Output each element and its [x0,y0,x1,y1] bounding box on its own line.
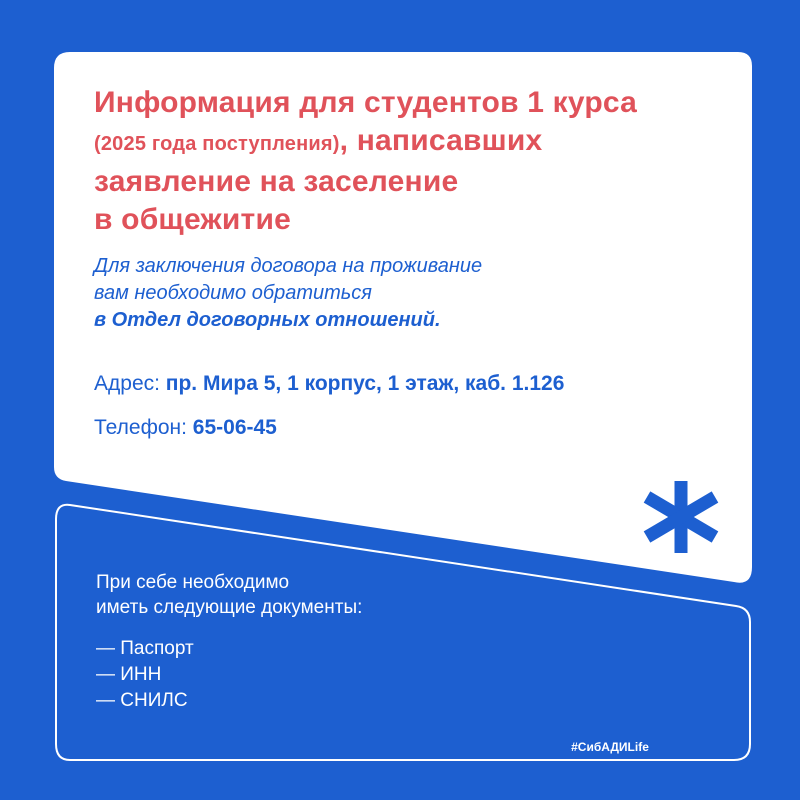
list-item: — Паспорт [96,638,194,659]
phone-label: Телефон: [94,416,193,439]
list-item: — СНИЛС [96,690,188,711]
title-year: (2025 года поступления) [94,133,340,155]
address-value: пр. Мира 5, 1 корпус, 1 этаж, каб. 1.126 [165,372,565,395]
documents-heading-line-2: иметь следующие документы: [96,597,363,618]
title-line-2: , написавших [339,124,543,157]
address-label: Адрес: [94,372,166,395]
intro-line-3: в Отдел договорных отношений. [94,309,441,331]
main-text [94,84,734,334]
documents-heading [96,570,362,620]
intro-line-2: вам необходимо обратиться [94,282,372,304]
list-item: — ИНН [96,664,162,685]
asterisk-icon [640,477,722,557]
address [94,370,564,398]
title-line-4: в общежитие [94,203,291,236]
documents-heading-line-1: При себе необходимо [96,572,290,593]
title-line-1: Информация для студентов 1 курса [94,86,638,119]
intro-text [94,253,734,334]
hashtag: #СибАДИLife [548,736,672,758]
phone-value: 65-06-45 [192,416,277,439]
phone [94,414,277,442]
intro-line-1: Для заключения договора на проживание [94,255,483,277]
page-title [94,84,734,239]
documents-list [96,636,194,714]
title-line-3: заявление на заселение [94,165,459,198]
